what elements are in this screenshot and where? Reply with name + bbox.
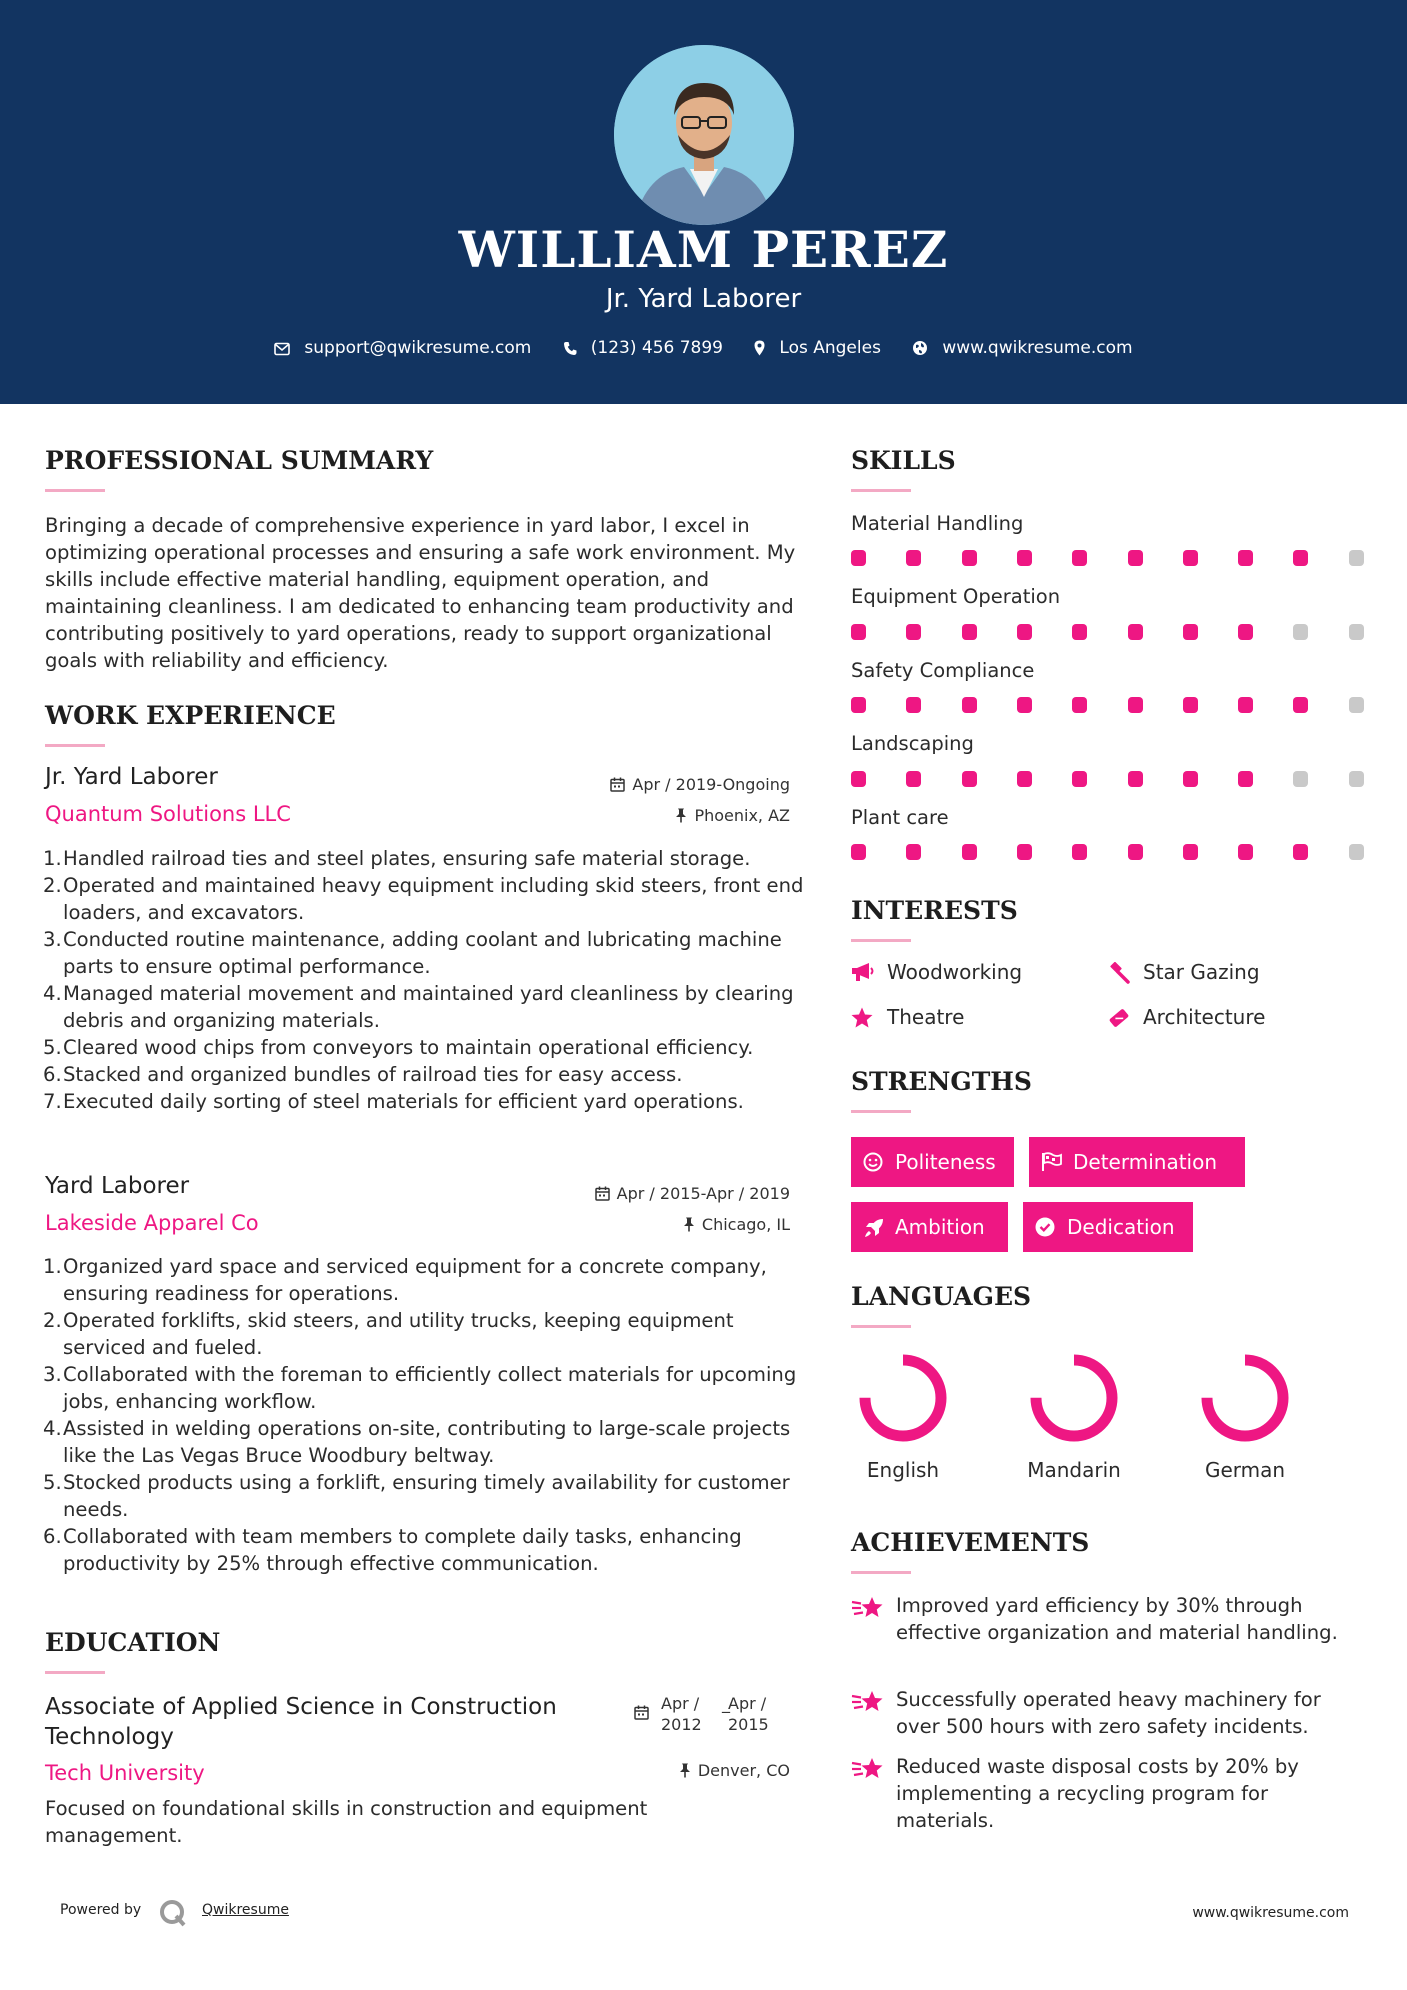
list-item: 3. Collaborated with the foreman to efficiently collect materials for upcoming jobs, enhancing workflow. (43, 1363, 797, 1413)
skill-dot (851, 697, 866, 713)
list-item: 6. Collaborated with team members to complete daily tasks, enhancing productivity by 25% through effective communication. (43, 1525, 742, 1575)
contact-phone[interactable] (563, 338, 723, 358)
list-item: 1. Handled railroad ties and steel plates, ensuring safe material storage. (43, 847, 751, 870)
skill-dot (906, 771, 921, 787)
skill-dot (1293, 844, 1308, 860)
flag-icon (1041, 1152, 1063, 1172)
skill-dot (1238, 550, 1253, 566)
interests-heading: INTERESTS (851, 896, 1018, 925)
achievement-item (851, 1753, 1351, 1835)
language-item (1014, 1350, 1134, 1482)
skill-label: Safety Compliance (851, 659, 1035, 682)
skill-label: Plant care (851, 806, 949, 829)
shooting-star-icon (851, 1755, 885, 1781)
skill-dot (1183, 697, 1198, 713)
skill-dot (1072, 697, 1087, 713)
list-item: 1. Organized yard space and serviced equipment for a concrete company, ensuring readiness for operations. (43, 1255, 767, 1305)
skill-dot (1238, 624, 1253, 640)
skill-rating (851, 624, 1371, 642)
skill-label: Material Handling (851, 512, 1024, 535)
job-location-text: Chicago, IL (701, 1215, 790, 1234)
language-ring-arc (1207, 1360, 1283, 1436)
megaphone-icon (851, 962, 875, 982)
list-item: 2. Operated forklifts, skid steers, and utility trucks, keeping equipment serviced and fueled. (43, 1309, 734, 1359)
candidate-name: WILLIAM PEREZ (458, 220, 949, 279)
summary-text: Bringing a decade of comprehensive experience in yard labor, I excel in optimizing operational processes and ensuring a safe work environment. My skills include effective material handling, equipment operation, and maintaining cleanliness. I am dedicated to enhancing team productivity and contributing positively to yard operations, ready to support organizational goals with reliability and efficiency. (45, 514, 796, 672)
shooting-star-icon (851, 1594, 885, 1620)
skill-dot (1349, 844, 1364, 860)
language-item (843, 1350, 963, 1482)
pushpin-icon (675, 808, 687, 823)
strength-label: Dedication (1067, 1215, 1175, 1239)
skill-dot (1072, 771, 1087, 787)
email-text: support@qwikresume.com (304, 338, 532, 358)
skill-rating (851, 697, 1371, 715)
skill-dot (1183, 624, 1198, 640)
skill-dot (1072, 844, 1087, 860)
skill-dot (1349, 624, 1364, 640)
job-company: Quantum Solutions LLC (45, 802, 291, 826)
shooting-star-icon (851, 1688, 885, 1714)
skill-dot (1128, 624, 1143, 640)
profile-photo (614, 45, 794, 225)
skill-dot (1238, 844, 1253, 860)
interest-label: Theatre (887, 1005, 965, 1029)
globe-icon (912, 340, 928, 356)
skill-dot (962, 697, 977, 713)
calendar-icon (610, 777, 625, 792)
degree-line: Associate of Applied Science in Construction (45, 1694, 557, 1720)
strength-badge (1023, 1202, 1193, 1252)
skill-dot (1017, 844, 1032, 860)
job-duties-list (45, 845, 805, 1115)
languages-heading: LANGUAGES (851, 1282, 1032, 1311)
strength-label: Politeness (895, 1150, 996, 1174)
skill-dot (851, 550, 866, 566)
calendar-icon (634, 1705, 649, 1720)
skill-dot (1128, 844, 1143, 860)
achievement-text: Successfully operated heavy machinery for over 500 hours with zero safety incidents. (896, 1688, 1321, 1738)
education-end-month: Apr / (728, 1694, 767, 1713)
skill-dot (906, 697, 921, 713)
achievement-text: Reduced waste disposal costs by 20% by implementing a recycling program for materials. (896, 1755, 1299, 1832)
rocket-icon (863, 1217, 885, 1239)
achievements-divider (851, 1571, 911, 1574)
contact-website[interactable] (912, 338, 1132, 358)
skill-dot (1293, 624, 1308, 640)
experience-heading: WORK EXPERIENCE (45, 701, 336, 730)
education-divider (45, 1671, 105, 1674)
strengths-divider (851, 1110, 911, 1113)
list-item: 4. Managed material movement and maintained yard cleanliness by clearing debris and organizing materials. (43, 982, 794, 1032)
skill-dot (962, 771, 977, 787)
skill-dot (851, 624, 866, 640)
skill-dot (851, 771, 866, 787)
skill-label: Equipment Operation (851, 585, 1061, 608)
language-ring (1026, 1350, 1122, 1446)
achievement-text: Improved yard efficiency by 30% through effective organization and material handling. (896, 1594, 1338, 1644)
skill-dot (1128, 550, 1143, 566)
skill-dot (962, 844, 977, 860)
pushpin-icon (679, 1763, 691, 1778)
skill-dot (906, 844, 921, 860)
skill-dot (1238, 771, 1253, 787)
check-circle-icon (1035, 1217, 1055, 1237)
skill-dot (1293, 771, 1308, 787)
job-duties-list (45, 1253, 805, 1577)
job-date (595, 1184, 790, 1203)
phone-icon (563, 341, 577, 356)
list-item: 5. Stocked products using a forklift, ensuring timely availability for customer needs. (43, 1471, 790, 1521)
calendar-icon (595, 1186, 610, 1201)
footer-url[interactable]: www.qwikresume.com (1192, 1905, 1349, 1921)
skill-dot (962, 550, 977, 566)
achievement-item (851, 1592, 1351, 1674)
skill-dot (1293, 697, 1308, 713)
interest-label: Woodworking (887, 960, 1023, 984)
brand-link[interactable]: Qwikresume (202, 1902, 289, 1918)
language-name: German (1204, 1458, 1286, 1482)
job-title: Yard Laborer (45, 1173, 190, 1199)
qwikresume-logo-icon (158, 1898, 188, 1928)
website-text: www.qwikresume.com (942, 338, 1133, 358)
envelope-icon (274, 342, 290, 356)
skill-dot (1017, 697, 1032, 713)
language-ring (855, 1350, 951, 1446)
contact-bar (0, 338, 1407, 358)
education-start-year: 2012 (661, 1715, 702, 1734)
skill-dot (962, 624, 977, 640)
skill-dot (906, 624, 921, 640)
language-name: English (866, 1458, 940, 1482)
school-name: Tech University (45, 1761, 205, 1785)
language-ring (1197, 1350, 1293, 1446)
experience-divider (45, 744, 105, 747)
location-text: Los Angeles (779, 338, 881, 358)
list-item: 3. Conducted routine maintenance, adding coolant and lubricating machine parts to ensure optimal performance. (43, 928, 782, 978)
gavel-icon (1107, 962, 1131, 984)
degree-title (45, 1692, 605, 1752)
candidate-title: Jr. Yard Laborer (605, 284, 802, 314)
education-start-month: Apr / (661, 1694, 700, 1713)
education-location (679, 1761, 790, 1780)
skill-dot (906, 550, 921, 566)
skills-heading: SKILLS (851, 446, 956, 475)
skill-dot (1017, 624, 1032, 640)
skill-dot (1183, 550, 1198, 566)
skill-dot (1072, 550, 1087, 566)
list-item: 4. Assisted in welding operations on-site, contributing to large-scale projects like the Las Vegas Bruce Woodbury beltway. (43, 1417, 791, 1467)
skill-dot (1183, 771, 1198, 787)
contact-email[interactable] (274, 338, 531, 358)
education-location-text: Denver, CO (697, 1761, 790, 1780)
resume-header (0, 0, 1407, 404)
skill-dot (1293, 550, 1308, 566)
strength-badge (1029, 1137, 1245, 1187)
education-end-year: 2015 (728, 1715, 769, 1734)
skill-dot (1349, 771, 1364, 787)
phone-text: (123) 456 7899 (590, 338, 723, 358)
powered-by-label: Powered by (60, 1902, 142, 1918)
ticket-icon (1107, 1007, 1131, 1029)
skill-dot (1238, 697, 1253, 713)
skill-dot (1349, 697, 1364, 713)
skill-dot (1349, 550, 1364, 566)
job-date-text: Apr / 2015-Apr / 2019 (616, 1184, 790, 1203)
job-company: Lakeside Apparel Co (45, 1211, 259, 1235)
strengths-heading: STRENGTHS (851, 1067, 1032, 1096)
language-name: Mandarin (1027, 1458, 1121, 1482)
list-item: 5. Cleared wood chips from conveyors to maintain operational efficiency. (43, 1036, 754, 1059)
skill-dot (1017, 550, 1032, 566)
skill-dot (1128, 697, 1143, 713)
languages-divider (851, 1325, 911, 1328)
star-icon (851, 1007, 873, 1028)
education-description: Focused on foundational skills in construction and equipment management. (45, 1797, 648, 1847)
education-heading: EDUCATION (45, 1628, 221, 1657)
interest-label: Star Gazing (1143, 960, 1260, 984)
strength-label: Ambition (895, 1215, 985, 1239)
list-item: 7. Executed daily sorting of steel materials for efficient yard operations. (43, 1090, 744, 1113)
skill-rating (851, 550, 1371, 568)
skill-dot (1128, 771, 1143, 787)
job-location-text: Phoenix, AZ (694, 806, 790, 825)
skill-dot (1072, 624, 1087, 640)
job-title: Jr. Yard Laborer (45, 764, 218, 790)
map-pin-icon (754, 340, 765, 356)
job-location (675, 806, 790, 825)
pushpin-icon (683, 1217, 695, 1232)
skill-rating (851, 844, 1371, 862)
language-item (1185, 1350, 1305, 1482)
strength-label: Determination (1073, 1150, 1218, 1174)
skill-dot (1017, 771, 1032, 787)
summary-heading: PROFESSIONAL SUMMARY (45, 446, 434, 475)
job-date (610, 775, 790, 794)
strength-badge (851, 1137, 1014, 1187)
interest-label: Architecture (1143, 1005, 1266, 1029)
skill-dot (1183, 844, 1198, 860)
achievement-item (851, 1686, 1351, 1741)
list-item: 6. Stacked and organized bundles of railroad ties for easy access. (43, 1063, 683, 1086)
degree-line: Technology (45, 1724, 174, 1750)
job-location (683, 1215, 790, 1234)
list-item: 2. Operated and maintained heavy equipment including skid steers, front end loaders, and excavators. (43, 874, 804, 924)
job-date-text: Apr / 2019-Ongoing (632, 775, 790, 794)
smile-icon (863, 1152, 883, 1172)
skill-label: Landscaping (851, 732, 974, 755)
language-ring-arc (1036, 1360, 1112, 1436)
skill-dot (851, 844, 866, 860)
skills-divider (851, 489, 911, 492)
summary-divider (45, 489, 105, 492)
contact-location (754, 338, 881, 358)
language-ring-arc (865, 1360, 941, 1436)
strength-badge (851, 1202, 1008, 1252)
interests-divider (851, 939, 911, 942)
achievements-heading: ACHIEVEMENTS (851, 1528, 1090, 1557)
skill-rating (851, 771, 1371, 789)
